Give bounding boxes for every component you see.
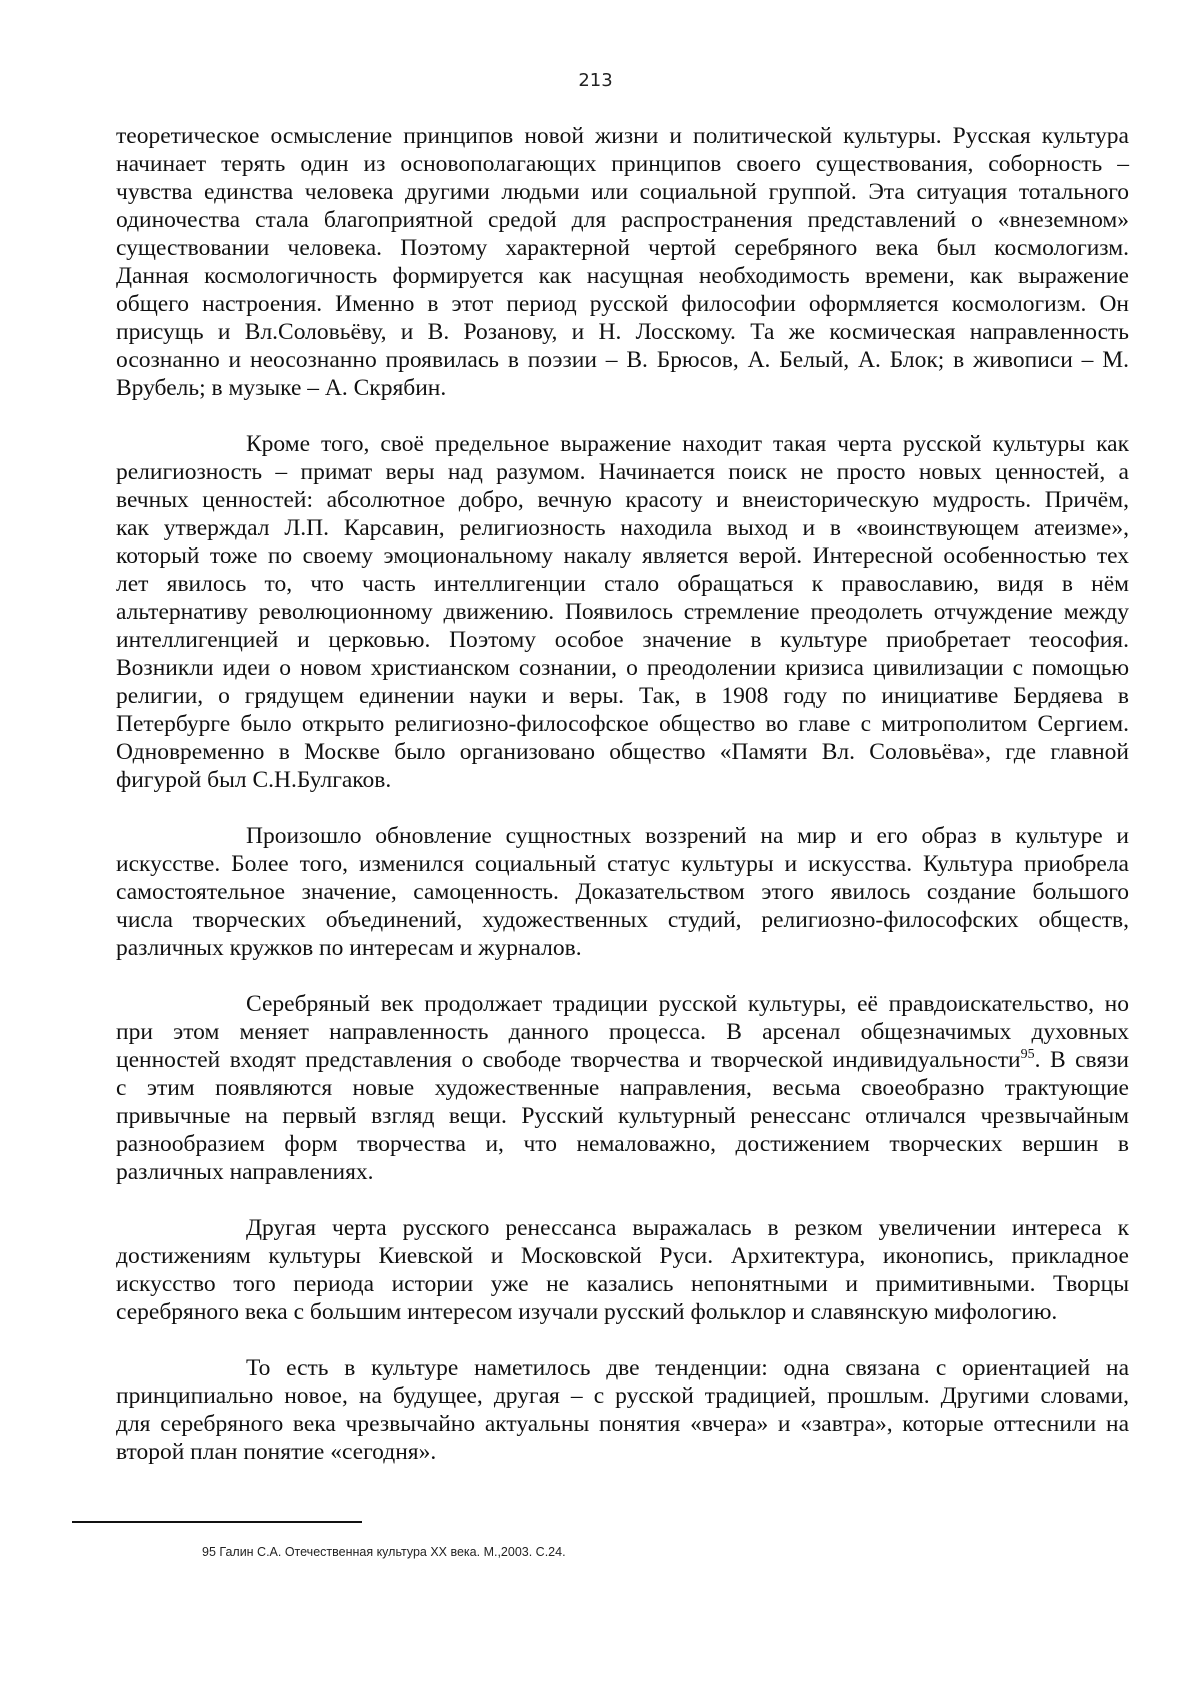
- text-line: который тоже по своему эмоциональному накалу является верой. Интересной особенностью тех: [116, 543, 1129, 569]
- page-number: 213: [578, 70, 613, 91]
- text-line: как утверждал Л.П. Карсавин, религиозность находила выход и в «воинствующем атеизме»,: [116, 515, 1129, 541]
- text-line: религиозность – примат веры над разумом. Начинается поиск не просто новых ценностей, а: [116, 459, 1129, 485]
- text-line: Петербурге было открыто религиозно-философское общество во главе с митрополитом Сергием.: [116, 711, 1129, 737]
- footnote: 95 Галин С.А. Отечественная культура XX века. М.,2003. С.24.: [202, 1545, 566, 1559]
- body-text: [116, 122, 1129, 1466]
- text-line: альтернативу революционному движению. Появилось стремление преодолеть отчуждение между: [116, 599, 1129, 625]
- text-line: искусстве. Более того, изменился социальный статус культуры и искусства. Культура приобрела: [116, 851, 1129, 877]
- text-line: искусство того периода истории уже не казались непонятными и примитивными. Творцы: [116, 1271, 1129, 1297]
- text-line: числа творческих объединений, художественных студий, религиозно-философских обществ,: [116, 907, 1129, 933]
- text-line: Врубель; в музыке – А. Скрябин.: [116, 375, 447, 401]
- text-line: чувства единства человека другими людьми или социальной группой. Эта ситуация тотального: [116, 179, 1129, 205]
- text-line: лет явилось то, что часть интеллигенции стало обращаться к православию, видя в нём: [116, 571, 1129, 597]
- text-line: Одновременно в Москве было организовано общество «Памяти Вл. Соловьёва», где главной: [116, 739, 1129, 765]
- text-line: различных направлениях.: [116, 1159, 374, 1185]
- text-line: Другая черта русского ренессанса выражалась в резком увеличении интереса к: [246, 1215, 1129, 1241]
- text-line: религии, о грядущем единении науки и веры. Так, в 1908 году по инициативе Бердяева в: [116, 683, 1129, 709]
- paragraph-3: [116, 822, 1129, 962]
- text-line-with-footnote: [116, 1046, 1129, 1074]
- paragraph-5: [116, 1214, 1129, 1326]
- text-line: существовании человека. Поэтому характерной чертой серебряного века был космологизм.: [116, 235, 1129, 261]
- text-line: Произошло обновление сущностных воззрений на мир и его образ в культуре и: [246, 823, 1129, 849]
- text-line: разнообразием форм творчества и, что немаловажно, достижением творческих вершин в: [116, 1131, 1129, 1157]
- text-line: Данная космологичность формируется как насущная необходимость времени, как выражение: [116, 263, 1129, 289]
- text-line: привычные на первый взгляд вещи. Русский культурный ренессанс отличался чрезвычайным: [116, 1103, 1129, 1129]
- text-line: фигурой был С.Н.Булгаков.: [116, 767, 392, 793]
- text-line: общего настроения. Именно в этот период русской философии оформляется космологизм. Он: [116, 291, 1129, 317]
- text-line: вечных ценностей: абсолютное добро, вечную красоту и внеисторическую мудрость. Причём,: [116, 487, 1129, 513]
- text-line: с этим появляются новые художественные направления, весьма своеобразно трактующие: [116, 1075, 1129, 1101]
- paragraph-1: [116, 122, 1129, 402]
- text-line: различных кружков по интересам и журналов.: [116, 935, 582, 961]
- text-line: Кроме того, своё предельное выражение находит такая черта русской культуры как: [246, 431, 1129, 457]
- text-segment: . В связи: [1034, 1047, 1129, 1073]
- text-line: осознанно и неосознанно проявилась в поэзии – В. Брюсов, А. Белый, А. Блок; в живописи – М.: [116, 347, 1129, 373]
- text-line: при этом меняет направленность данного процесса. В арсенал общезначимых духовных: [116, 1019, 1129, 1045]
- text-line: принципиально новое, на будущее, другая – с русской традицией, прошлым. Другими словами,: [116, 1383, 1129, 1409]
- text-line: То есть в культуре наметилось две тенденции: одна связана с ориентацией на: [246, 1355, 1129, 1381]
- text-line: Возникли идеи о новом христианском сознании, о преодолении кризиса цивилизации с помощью: [116, 655, 1129, 681]
- text-line: начинает терять один из основополагающих принципов своего существования, соборность –: [116, 151, 1129, 177]
- text-line: Серебряный век продолжает традиции русской культуры, её правдоискательство, но: [246, 991, 1129, 1017]
- text-line: присущь и Вл.Соловьёву, и В. Розанову, и Н. Лосскому. Та же космическая направленность: [116, 319, 1129, 345]
- paragraph-2: [116, 430, 1129, 794]
- text-segment: ценностей входят представления о свободе творчества и творческой индивидуальности: [116, 1047, 1021, 1073]
- text-line: для серебряного века чрезвычайно актуальны понятия «вчера» и «завтра», которые оттеснили на: [116, 1411, 1129, 1437]
- footnote-reference[interactable]: 95: [1020, 1047, 1035, 1062]
- text-line: теоретическое осмысление принципов новой жизни и политической культуры. Русская культура: [116, 123, 1129, 149]
- text-line: одиночества стала благоприятной средой для распространения представлений о «внеземном»: [116, 207, 1129, 233]
- text-line: второй план понятие «сегодня».: [116, 1439, 437, 1465]
- text-line: интеллигенцией и церковью. Поэтому особое значение в культуре приобретает теософия.: [116, 627, 1129, 653]
- text-line: серебряного века с большим интересом изучали русский фольклор и славянскую мифологию.: [116, 1299, 1058, 1325]
- text-line: самостоятельное значение, самоценность. Доказательством этого явилось создание большого: [116, 879, 1129, 905]
- text-line: достижениям культуры Киевской и Московской Руси. Архитектура, иконопись, прикладное: [116, 1243, 1129, 1269]
- paragraph-4: [116, 990, 1129, 1186]
- paragraph-6: [116, 1354, 1129, 1466]
- footnote-separator: [72, 1521, 362, 1523]
